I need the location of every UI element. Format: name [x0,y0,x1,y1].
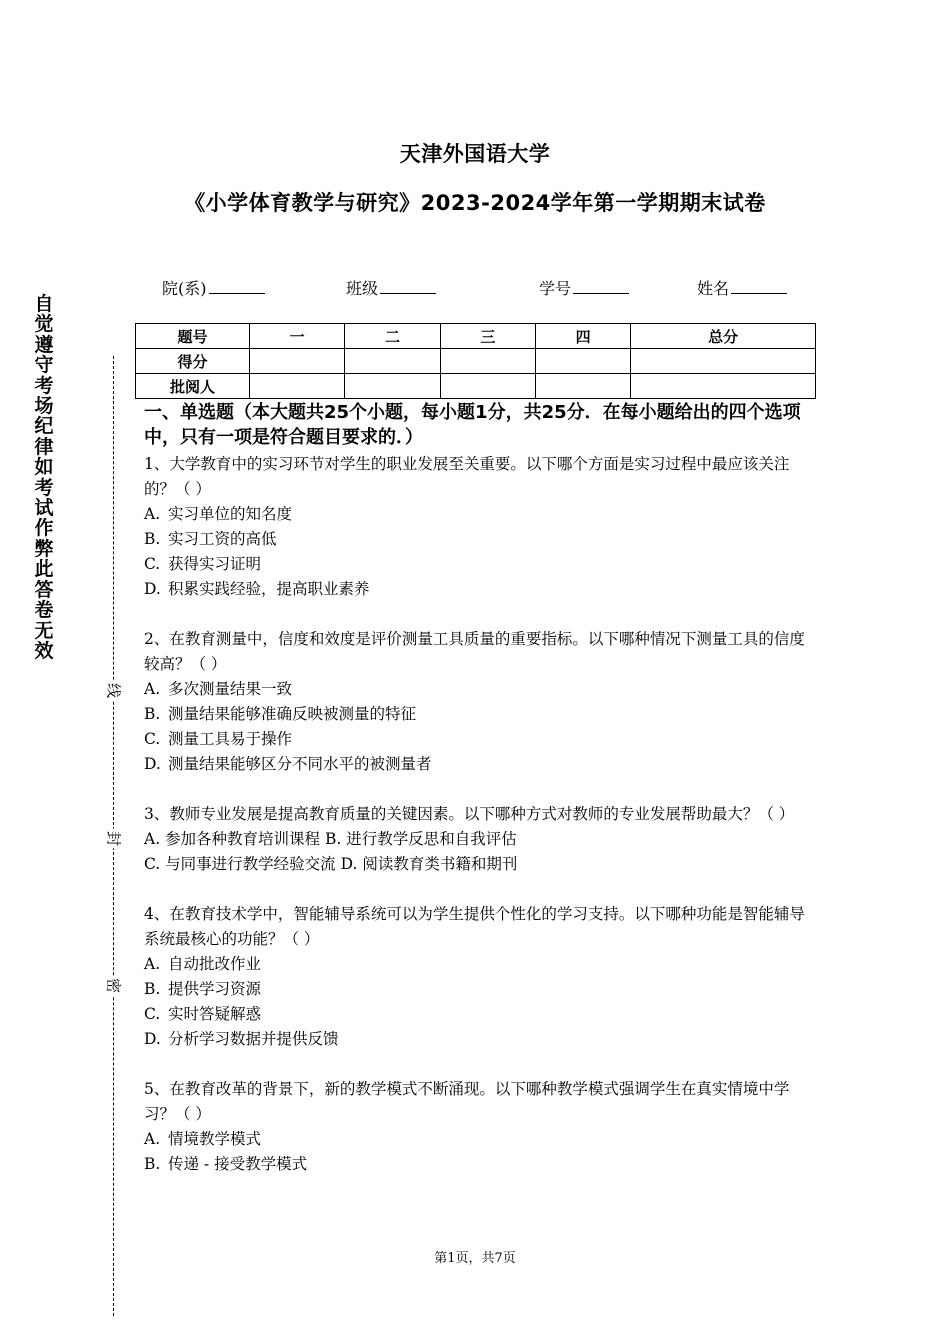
student-id-label: 学号 [539,279,572,298]
option-letter: C. [144,730,161,748]
option-d [144,577,814,602]
option-c [144,552,814,577]
option-b [144,527,814,552]
option-text: 测量结果能够准确反映被测量的特征 [168,705,417,723]
option-text: 实习工资的高低 [168,530,277,548]
section-title: 一、单选题（本大题共25个小题，每小题1分，共25分．在每小题给出的四个选项中，只有一项是符合题目要求的．） [144,402,801,448]
option-letter: B. [144,530,161,548]
score-cell [535,349,630,374]
grader-row [136,374,816,399]
exam-title: 《小学体育教学与研究》2023-2024学年第一学期期末试卷 [184,191,766,215]
option-a [144,952,814,977]
question-stem: 1、大学教育中的实习环节对学生的职业发展至关重要。以下哪个方面是实习过程中最应该关注的？（ ） [144,455,790,498]
dept-field [162,275,265,299]
question-5 [144,1077,814,1177]
grader-cell [535,374,630,399]
score-table-header-row [136,324,816,349]
option-letter: B. [144,705,161,723]
option-letter: A. [144,505,161,523]
seal-mark-seal: 封 [104,829,125,849]
dept-blank [209,275,265,294]
score-label: 得分 [136,349,250,374]
option-letter: C. [144,555,161,573]
grader-cell [250,374,345,399]
question-4 [144,902,814,1052]
seal-mark-line: 线 [104,681,125,701]
university-title: 天津外国语大学 [399,142,551,166]
option-d [144,1027,814,1052]
student-info-row [0,275,950,301]
score-cell [440,349,535,374]
question-stem: 3、教师专业发展是提高教育质量的关键因素。以下哪种方式对教师的专业发展帮助最大？（ ） [144,805,795,823]
option-text: 自动批改作业 [168,955,262,973]
option-text: 实时答疑解惑 [168,1005,262,1023]
header-cell: 三 [440,324,535,349]
option-b [144,977,814,1002]
name-field [697,275,787,299]
seal-mark-secret: 密 [104,976,125,996]
student-id-blank [573,275,629,294]
grader-label: 批阅人 [136,374,250,399]
option-d [144,752,814,777]
option-c [144,727,814,752]
option-text: 积累实践经验，提高职业素养 [168,580,370,598]
score-table [135,323,816,399]
option-line-cd: C. 与同事进行教学经验交流 D. 阅读教育类书籍和期刊 [144,855,518,873]
option-text: 传递 - 接受教学模式 [168,1155,308,1173]
grader-cell [345,374,440,399]
option-text: 实习单位的知名度 [168,505,293,523]
header-cell: 总分 [631,324,816,349]
option-text: 情境教学模式 [168,1130,262,1148]
class-field [346,275,436,299]
option-text: 分析学习数据并提供反馈 [168,1030,339,1048]
option-letter: A. [144,680,161,698]
grader-cell [631,374,816,399]
option-letter: A. [144,955,161,973]
student-id-field [539,275,629,299]
page-footer: 第1页，共7页 [434,1251,516,1266]
score-row [136,349,816,374]
option-b [144,1152,814,1177]
dept-label: 院(系) [162,279,207,298]
side-exam-notice: 自觉遵守考场纪律如考试作弊此答卷无效 [34,293,54,662]
question-2 [144,627,814,777]
option-text: 测量结果能够区分不同水平的被测量者 [168,755,432,773]
option-a [144,677,814,702]
option-a [144,502,814,527]
option-line-ab: A. 参加各种教育培训课程 B. 进行教学反思和自我评估 [144,830,517,848]
class-blank [380,275,436,294]
grader-cell [440,374,535,399]
header-cell: 一 [250,324,345,349]
question-content [144,400,814,1202]
score-cell [631,349,816,374]
option-letter: D. [144,755,161,773]
option-text: 多次测量结果一致 [168,680,293,698]
header-cell: 题号 [136,324,250,349]
option-b [144,702,814,727]
name-label: 姓名 [697,279,730,298]
option-text: 测量工具易于操作 [168,730,293,748]
question-stem: 2、在教育测量中，信度和效度是评价测量工具质量的重要指标。以下哪种情况下测量工具的信度较高？（ ） [144,630,805,673]
option-letter: D. [144,1030,161,1048]
question-stem: 4、在教育技术学中，智能辅导系统可以为学生提供个性化的学习支持。以下哪种功能是智能辅导系统最核心的功能？（ ） [144,905,805,948]
option-letter: C. [144,1005,161,1023]
option-letter: B. [144,980,161,998]
question-stem: 5、在教育改革的背景下，新的教学模式不断涌现。以下哪种教学模式强调学生在真实情境中学习？（ ） [144,1080,790,1123]
option-c [144,1002,814,1027]
option-letter: B. [144,1155,161,1173]
option-text: 获得实习证明 [168,555,262,573]
option-text: 提供学习资源 [168,980,262,998]
question-3 [144,802,814,877]
option-a [144,1127,814,1152]
header-cell: 二 [345,324,440,349]
option-letter: A. [144,1130,161,1148]
score-cell [345,349,440,374]
option-letter: D. [144,580,161,598]
score-cell [250,349,345,374]
question-1 [144,452,814,602]
class-label: 班级 [346,279,379,298]
header-cell: 四 [535,324,630,349]
name-blank [731,275,787,294]
